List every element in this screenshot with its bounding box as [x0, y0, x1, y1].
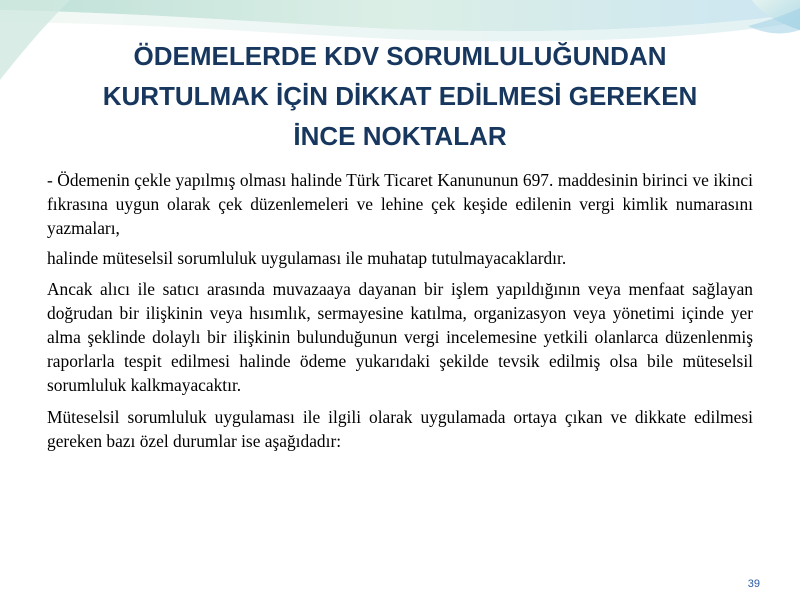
slide-body — [47, 168, 753, 461]
paragraph-2: halinde müteselsil sorumluluk uygulaması ile muhatap tutulmayacaklardır. — [47, 248, 567, 268]
wave-right — [752, 0, 800, 30]
wave-top — [0, 0, 800, 31]
paragraph-1: - Ödemenin çekle yapılmış olması halinde Türk Ticaret Kanununun 697. maddesinin birinci ve ikinci fıkrasına uygun olarak çek düzenlemeleri ve lehine çek keşide edilenin vergi kimlik numarasını yazmaları, — [47, 170, 753, 238]
page-number: 39 — [747, 578, 760, 590]
title-line-1: ÖDEMELERDE KDV SORUMLULUĞUNDAN — [133, 41, 667, 71]
wave-right-inner — [748, 8, 800, 33]
slide-title — [20, 36, 780, 156]
title-line-3: İNCE NOKTALAR — [293, 121, 507, 151]
paragraph-4: Müteselsil sorumluluk uygulaması ile ilgili olarak uygulamada ortaya çıkan ve dikkate edilmesi gereken bazı özel durumlar ise aşağıdadır: — [47, 407, 753, 451]
paragraph-3: Ancak alıcı ile satıcı arasında muvazaaya dayanan bir işlem yapıldığının veya menfaat sağlayan doğrudan bir ilişkinin veya hısımlık, sermayesine katılma, organizasyon veya yönetimi içinde yer alma şeklinde dolaylı bir ilişkinin bulunduğunun vergi incelemesine yetkili olanlarca düzenlenmiş raporlarla tespit edilmesi halinde ödeme yukarıdaki şekilde tevsik edilmiş olsa bile müteselsil sorumluluk kalkmayacaktır. — [47, 279, 753, 395]
title-line-2: KURTULMAK İÇİN DİKKAT EDİLMESİ GEREKEN — [102, 81, 698, 111]
